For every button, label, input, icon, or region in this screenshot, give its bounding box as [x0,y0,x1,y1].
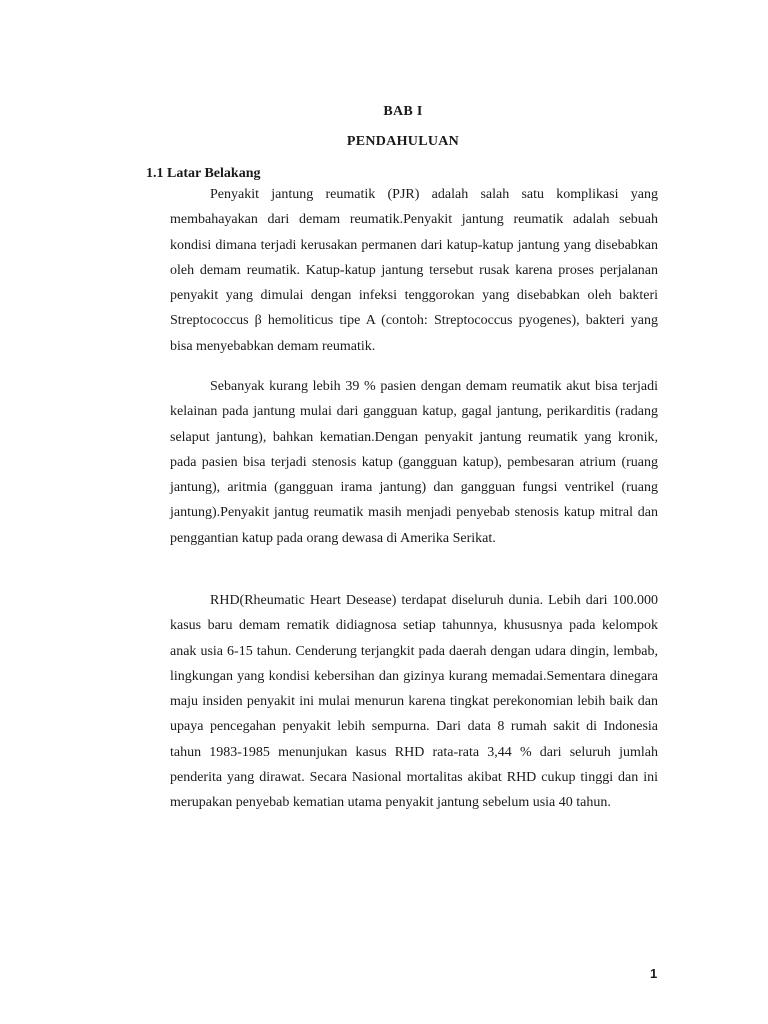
chapter-label: BAB I [383,104,423,119]
paragraph: Penyakit jantung reumatik (PJR) adalah salah satu komplikasi yang membahayakan dari demam reumatik.Penyakit jantung reumatik adalah sebuah kondisi dimana terjadi kerusakan permanen dari katup-katup jantung yang disebabkan oleh demam reumatik. Katup-katup jantung tersebut rusak karena proses perjalanan penyakit yang dimulai dengan infeksi tenggorokan yang disebabkan oleh bakteri Streptococcus β hemoliticus tipe A (contoh: Streptococcus pyogenes), bakteri yang bisa menyebabkan demam reumatik. [170,187,658,354]
paragraph: Sebanyak kurang lebih 39 % pasien dengan demam reumatik akut bisa terjadi kelainan pada jantung mulai dari gangguan katup, gagal jantung, perikarditis (radang selaput jantung), bahkan kematian.Dengan penyakit jantung reumatik yang kronik, pada pasien bisa terjadi stenosis katup (gangguan katup), pembesaran atrium (ruang jantung), aritmia (gangguan irama jantung) dan gangguan fungsi ventrikel (ruang jantung).Penyakit jantug reumatik masih menjadi penyebab stenosis katup mitral dan penggantian katup pada orang dewasa di Amerika Serikat. [170,379,658,546]
section-heading: 1.1 Latar Belakang [146,166,261,181]
chapter-title: PENDAHULUAN [346,134,460,149]
paragraph: RHD(Rheumatic Heart Desease) terdapat diseluruh dunia. Lebih dari 100.000 kasus baru demam rematik didiagnosa setiap tahunnya, khususnya pada kelompok anak usia 6-15 tahun. Cenderung terjangkit pada daerah dengan udara dingin, lembab, lingkungan yang kondisi kebersihan dan gizinya kurang memadai.Sementara dinegara maju insiden penyakit ini mulai menurun karena tingkat perekonomian lebih baik dan upaya pencegahan penyakit lebih sempurna. Dari data 8 rumah sakit di Indonesia tahun 1983-1985 menunjukan kasus RHD rata-rata 3,44 % dari seluruh jumlah penderita yang dirawat. Secara Nasional mortalitas akibat RHD cukup tinggi dan ini merupakan penyebab kematian utama penyakit jantung sebelum usia 40 tahun. [170,593,658,811]
page-number: 1 [650,966,658,981]
